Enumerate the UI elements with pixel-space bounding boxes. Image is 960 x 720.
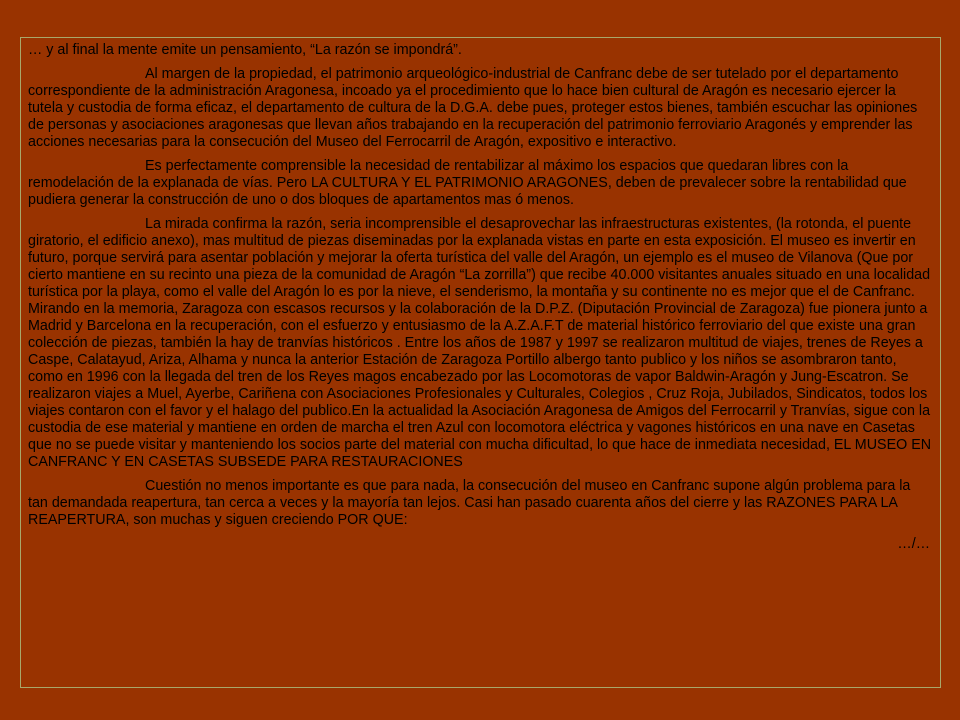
text-box <box>20 37 941 688</box>
paragraph-reapertura: Cuestión no menos importante es que para nada, la consecución del museo en Canfranc supone algún problema para la tan demandada reapertura, tan cerca a veces y la mayoría tan lejos. Casi han pasado cuarenta años del cierre y las RAZONES PARA LA REAPERTURA, son muchas y siguen creciendo POR QUE: <box>28 478 911 528</box>
paragraph-patrimonio: Al margen de la propiedad, el patrimonio arqueológico-industrial de Canfranc debe de ser tutelado por el departamento correspondiente de la administración Aragonesa, incoado ya el procedimiento que lo hace bien cultural de Aragón es necesario ejercer la tutela y custodia de forma eficaz, el departamento de cultura de la D.G.A. debe pues, proteger estos bienes, también escuchar las opiniones de personas y asociaciones aragonesas que llevan años trabajando en la recuperación del patrimonio ferroviario Aragonés y emprender las acciones necesarias para la consecución del Museo del Ferrocarril de Aragón, expositivo e interactivo. <box>28 66 918 150</box>
continuation-mark: …/… <box>897 536 930 552</box>
paragraph-museo: La mirada confirma la razón, seria incomprensible el desaprovechar las infraestructuras existentes, (la rotonda, el puente giratorio, el edificio anexo), mas multitud de piezas diseminadas por la explanada vistas en parte en esta exposición. El museo es invertir en futuro, porque servirá para asentar población y mejorar la oferta turística del valle del Aragón, un ejemplo es el museo de Vilanova (Que por cierto mantiene en su recinto una pieza de la comunidad de Aragón “La zorrilla”) que recibe 40.000 visitantes anuales situado en una localidad turística por la playa, como el valle del Aragón lo es por la nieve, el senderismo, la montaña y su continente no es mejor que el de Canfranc. Mirando en la memoria, Zaragoza con escasos recursos y la colaboración de la D.P.Z. (Diputación Provincial de Zaragoza) fue pionera junto a Madrid y Barcelona en la recuperación, con el esfuerzo y entusiasmo de la A.Z.A.F.T de material histórico ferroviario del que existe una gran colección de piezas, también la hay de tranvías históricos . Entre los años de 1987 y 1997 se realizaron multitud de viajes, trenes de Reyes a Caspe, Calatayud, Ariza, Alhama y nunca la anterior Estación de Zaragoza Portillo albergo tanto publico y los niños se asombraron tanto, como en 1996 con la llegada del tren de los Reyes magos encabezado por las Locomotoras de vapor Baldwin-Aragón y Jung-Escatron. Se realizaron viajes a Muel, Ayerbe, Cariñena con Asociaciones Profesionales y Culturales, Colegios , Cruz Roja, Jubilados, Sindicatos, todos los viajes contaron con el favor y el halago del publico.En la actualidad la Asociación Aragonesa de Amigos del Ferrocarril y Tranvías, sigue con la custodia de ese material y mantiene en orden de marcha el tren Azul con locomotora eléctrica y vagones históricos en una nave en Casetas que no se puede visitar y manteniendo los socios parte del material con mucha dificultad, lo que hace de inmediata necesidad, EL MUSEO EN CANFRANC Y EN CASETAS SUBSEDE PARA RESTAURACIONES <box>28 216 932 470</box>
intro-line: … y al final la mente emite un pensamiento, “La razón se impondrá”. <box>28 42 462 58</box>
paragraph-rentabilidad: Es perfectamente comprensible la necesidad de rentabilizar al máximo los espacios que quedaran libres con la remodelación de la explanada de vías. Pero LA CULTURA Y EL PATRIMONIO ARAGONES, deben de prevalecer sobre la rentabilidad que pudiera generar la construcción de uno o dos bloques de apartamentos mas ó menos. <box>28 158 907 208</box>
